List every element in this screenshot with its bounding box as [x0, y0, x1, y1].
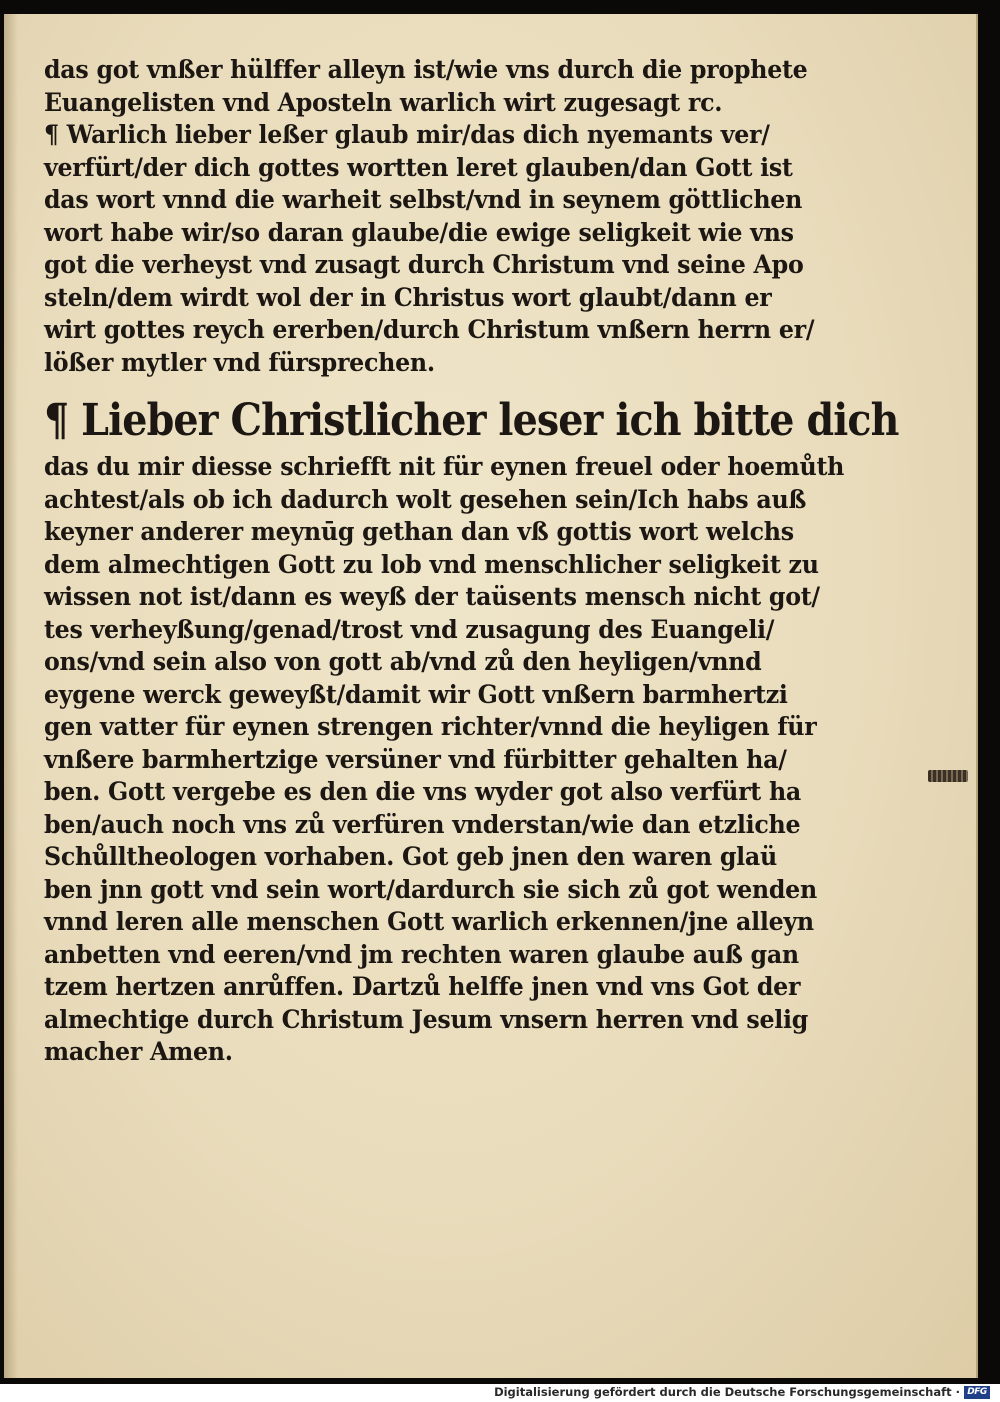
text-line: ben/auch noch vns zů verfüren vnderstan/wie dan etzliche [44, 809, 801, 840]
text-line: wort habe wir/so daran glaube/die ewige seligkeit wie vns [44, 217, 794, 248]
footer-bar [0, 1384, 1000, 1402]
text-line: wissen not ist/dann es weyß der taüsents mensch nicht got/ [44, 582, 820, 612]
footer-credit-text: Digitalisierung gefördert durch die Deutsche Forschungsgemeinschaft · [494, 1385, 960, 1399]
page-edge-marker [928, 770, 968, 782]
text-line: eygene werck geweyßt/damit wir Gott vnßern barmhertzi [44, 679, 788, 710]
text-line: verfürt/der dich gottes wortten leret glauben/dan Gott ist [44, 152, 793, 183]
page-text-block [44, 54, 899, 1069]
paragraph-1 [44, 54, 808, 119]
text-line: vnnd leren alle menschen Gott warlich erkennen/jne alleyn [44, 907, 814, 937]
text-line: dem almechtigen Gott zu lob vnd menschlicher seligkeit zu [44, 549, 819, 580]
section-heading: ¶ Lieber Christlicher leser ich bitte dich [44, 395, 899, 446]
text-line: macher Amen. [44, 1037, 233, 1067]
paragraph-2 [44, 119, 815, 379]
text-line: ¶ Warlich lieber leßer glaub mir/das dich nyemants ver/ [44, 120, 770, 150]
text-line: tzem hertzen anrůffen. Dartzů helffe jnen vnd vns Got der [44, 972, 801, 1002]
text-line: almechtige durch Christum Jesum vnsern herren vnd selig [44, 1004, 809, 1035]
text-line: das du mir diesse schriefft nit für eynen freuel oder hoemůth [44, 452, 845, 482]
text-line: ben jnn gott vnd sein wort/dardurch sie sich zů got wenden [44, 874, 817, 905]
text-line: ons/vnd sein also von gott ab/vnd zů den heyligen/vnnd [44, 647, 762, 677]
text-line: anbetten vnd eeren/vnd jm rechten waren glaube auß gan [44, 939, 799, 970]
book-page [4, 14, 978, 1378]
dfg-logo-icon: DFG [964, 1386, 990, 1399]
text-line: steln/dem wirdt wol der in Christus wort glaubt/dann er [44, 282, 772, 313]
text-line: ben. Gott vergebe es den die vns wyder got also verfürt ha [44, 777, 802, 807]
page-gutter-shadow [4, 14, 18, 1378]
text-line: achtest/als ob ich dadurch wolt gesehen sein/Ich habs auß [44, 484, 807, 515]
text-line: vnßere barmhertzige versüner vnd fürbitter gehalten ha/ [44, 744, 787, 775]
text-line: das got vnßer hülffer alleyn ist/wie vns durch die prophete [44, 55, 808, 85]
text-line: Euangelisten vnd Aposteln warlich wirt zugesagt rc. [44, 87, 723, 118]
text-line: got die verheyst vnd zusagt durch Christum vnd seine Apo [44, 250, 804, 280]
text-line: lößer mytler vnd fürsprechen. [44, 347, 435, 378]
text-line: gen vatter für eynen strengen richter/vnnd die heyligen für [44, 712, 817, 742]
text-line: das wort vnnd die warheit selbst/vnd in seynem göttlichen [44, 185, 803, 215]
text-line: wirt gottes reych ererben/durch Christum vnßern herrn er/ [44, 315, 815, 345]
paragraph-3 [44, 451, 845, 1069]
text-line: tes verheyßung/genad/trost vnd zusagung des Euangeli/ [44, 614, 775, 645]
text-line: Schůlltheologen vorhaben. Got geb jnen den waren glaü [44, 842, 777, 872]
text-line: keyner anderer meynūg gethan dan vß gottis wort welchs [44, 517, 794, 547]
